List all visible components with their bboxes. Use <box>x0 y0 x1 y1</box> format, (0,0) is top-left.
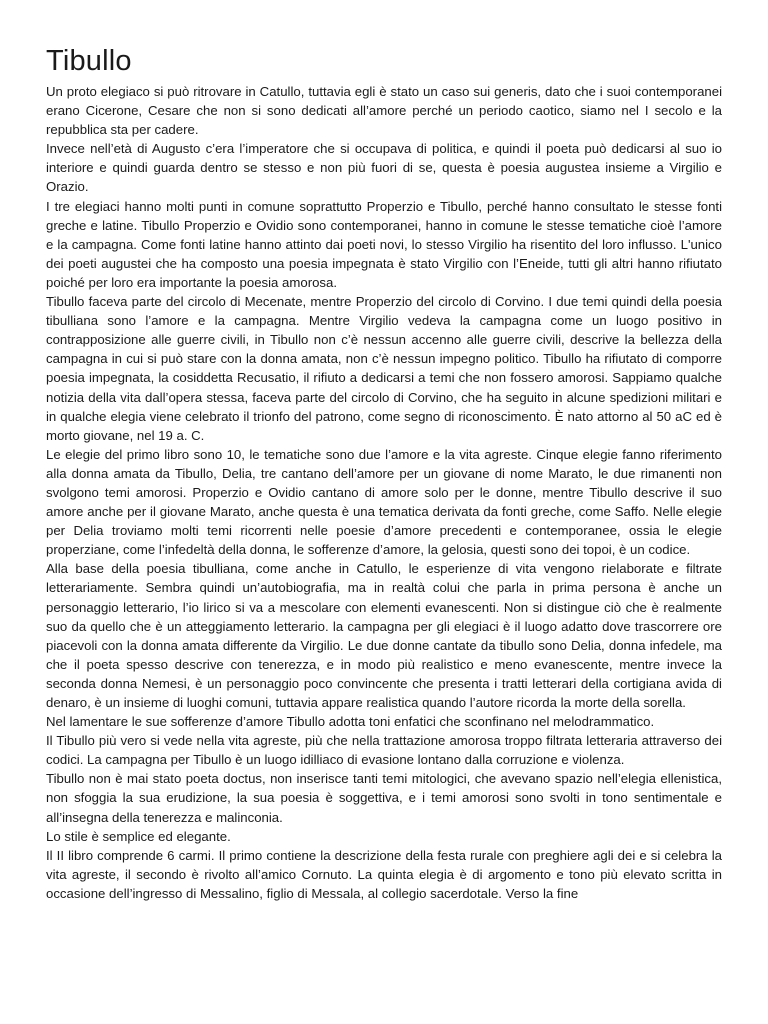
paragraph: Nel lamentare le sue sofferenze d’amore Tibullo adotta toni enfatici che sconfinano nel melodrammatico. <box>46 714 655 730</box>
paragraph: Alla base della poesia tibulliana, come anche in Catullo, le esperienze di vita vengono rielaborate e filtrate letterariamente. Sembra quindi un’autobiografia, ma in realtà colui che parla in prima persona è anche un personaggio letterario, l’io lirico si va a mescolare con elementi evanescenti. Non si distingue ciò che è realmente suo da quello che è un atteggiamento letterario. la campagna per gli elegiaci è il luogo adatto dove trascorrere ore piacevoli con la donna amata differente da Virgilio. Le due donne cantate da tibullo sono Delia, donna infedele, ma che il poeta spesso descrive con tenerezza, e in modo più realistico e meno evanescente, mentre invece la seconda donna Nemesi, è un personaggio poco convincente che presenta i tratti letterari della cortigiana avida di denaro, è un insieme di luoghi comuni, tuttavia appare realistica quando l’autore ricorda la morte della sorella. <box>46 561 722 710</box>
paragraph: Lo stile è semplice ed elegante. <box>46 828 231 844</box>
paragraph: Tibullo faceva parte del circolo di Mecenate, mentre Properzio del circolo di Corvino. I due temi quindi della poesia tibulliana sono l’amore e la campagna. Mentre Virgilio vedeva la campagna come un luogo positivo in contrapposizione alle guerre civili, in Tibullo non c’è nessun accenno alle guerre civili, descrive la bellezza della campagna in cui si può stare con la donna amata, non c’è nessun impegno politico. Tibullo ha rifiutato di comporre poesia impegnata, la cosiddetta Recusatio, il rifiuto a dedicarsi a temi che non fossero amorosi. Sappiamo qualche notizia della vita dall’opera stessa, faceva parte del circolo di Corvino, che ha seguito in alcune spedizioni militari e in qualche elegia viene celebrato il trionfo del patrono, come segno di riconoscimento. È nato attorno al 50 aC ed è morto giovane, nel 19 a. C. <box>46 294 722 443</box>
paragraph: Tibullo non è mai stato poeta doctus, non inserisce tanti temi mitologici, che avevano spazio nell’elegia ellenistica, non sfoggia la sua erudizione, la sua poesia è soggettiva, e i temi amorosi sono svolti in tono sentimentale e all’insegna della tenerezza e malinconia. <box>46 771 722 825</box>
paragraph: Un proto elegiaco si può ritrovare in Catullo, tuttavia egli è stato un caso sui generis, dato che i suoi contemporanei erano Cicerone, Cesare che non si sono dedicati all’amore perché un periodo caotico, siamo nel I secolo e la repubblica sta per cadere. <box>46 84 722 138</box>
document-body <box>46 82 722 903</box>
paragraph: Il Tibullo più vero si vede nella vita agreste, più che nella trattazione amorosa troppo filtrata letteraria attraverso dei codici. La campagna per Tibullo è un luogo idilliaco di evasione lontano dalla corruzione e violenza. <box>46 733 722 768</box>
document-title: Tibullo <box>46 45 132 77</box>
paragraph: I tre elegiaci hanno molti punti in comune soprattutto Properzio e Tibullo, perché hanno consultato le stesse fonti greche e latine. Tibullo Properzio e Ovidio sono contemporanei, hanno in comune le stesse tematiche cioè l’amore e la campagna. Come fonti latine hanno attinto dai poeti novi, lo stesso Virgilio ha risentito del loro influsso. L'unico dei poeti augustei che ha composto una poesia impegnata è stato Virgilio con l’Eneide, tutti gli altri hanno rifiutato poiché per loro era importante la poesia amorosa. <box>46 198 722 290</box>
paragraph: Il II libro comprende 6 carmi. Il primo contiene la descrizione della festa rurale con preghiere agli dei e si celebra la vita agreste, il secondo è rivolto all’amico Cornuto. La quinta elegia è di argomento e tono più elevato scritta in occasione dell’ingresso di Messalino, figlio di Messala, al collegio sacerdotale. Verso la fine <box>46 847 722 901</box>
paragraph: Invece nell’età di Augusto c’era l’imperatore che si occupava di politica, e quindi il poeta può dedicarsi al suo io interiore e quindi guarda dentro se stesso e non più fuori di se, questa è poesia augustea insieme a Virgilio e Orazio. <box>46 141 722 195</box>
paragraph: Le elegie del primo libro sono 10, le tematiche sono due l’amore e la vita agreste. Cinque elegie fanno riferimento alla donna amata da Tibullo, Delia, tre cantano dell’amore per un giovane di nome Marato, le due rimanenti non svolgono temi amorosi. Properzio e Ovidio cantano di amore solo per le donne, mentre Tibullo descrive il suo amore anche per il giovane Marato, anche questa è una tematica derivata da fonti greche, come Saffo. Nelle elegie per Delia troviamo molti temi ricorrenti nelle poesie d’amore precedenti e contemporanee, ossia le elegie properziane, come l’infedeltà della donna, le sofferenze d’amore, la gelosia, questi sono dei topoi, è un codice. <box>46 446 722 558</box>
